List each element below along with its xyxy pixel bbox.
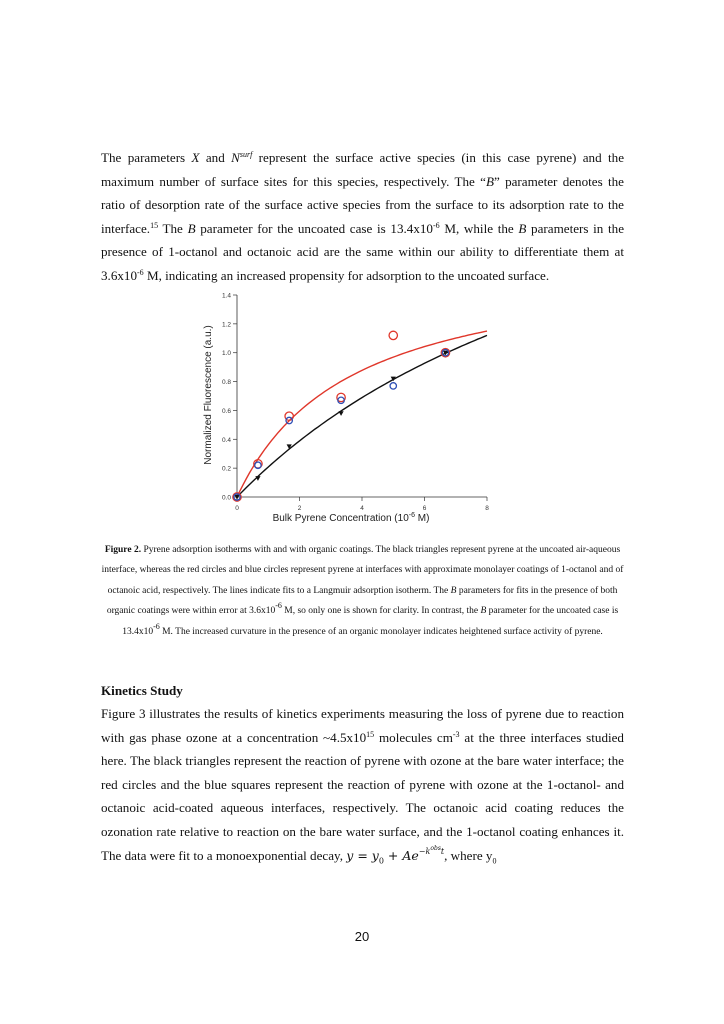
var-b: B: [480, 606, 487, 617]
figure-label: Figure 2.: [104, 545, 142, 555]
var-b: B: [518, 220, 527, 236]
text: Pyrene adsorption isotherms with and with organic coatings. The black triangles represent pyrene at the uncoated air-aqueous interface, whereas the red circles and blue circles represent pyrene at interfaces with approximate monolayer coatings of 1-octanol and of octanoic acid, respectively. The lines indicate fits to a Langmuir adsorption isotherm. The: [101, 545, 624, 596]
fit-curves: [237, 331, 487, 497]
text: ” parameter denotes the ratio of desorption rate of the surface active species from the surface to its adsorption rate to the interface.: [101, 173, 624, 236]
y-tick-label: 1.4: [221, 292, 231, 300]
var-b: B: [187, 220, 196, 236]
text: M. The increased curvature in the presence of an organic monolayer indicates heightened surface activity of pyrene.: [159, 626, 603, 637]
data-points: [233, 331, 450, 501]
decay-equation: [346, 844, 445, 866]
x-tick-label: 4: [360, 505, 364, 512]
figure-2-caption: [101, 540, 624, 642]
text: at the three interfaces studied here. The black triangles represent the reaction of pyrene with ozone at the bare water interface; the red circles and the blue squares represent the reaction of pyrene with ozone at the 1-octanol- and octanoic acid-coated aqueous interfaces, respectively. The octanoic acid coating reduces the ozonation rate relative to reaction on the bare water surface, and the 1-octanol coating enhances it. The data were fit to a monoexponential decay,: [101, 729, 624, 863]
y-tick-label: 0.2: [221, 465, 231, 473]
eq-exponent-obs: obs: [430, 844, 441, 852]
x-axis-label-text: Bulk Pyrene Concentration (10: [272, 513, 409, 524]
var-x: X: [191, 150, 200, 165]
x-axis-label: [273, 512, 430, 524]
adsorption-isotherm-chart: [190, 287, 510, 537]
var-b: B: [485, 173, 494, 189]
x-tick-label: 0: [235, 505, 239, 512]
text: , where y: [444, 847, 493, 863]
fit-line: [237, 335, 487, 497]
text: The parameters: [101, 150, 192, 165]
exponent: -6: [275, 601, 282, 611]
text: The: [158, 220, 188, 236]
exponent: -3: [452, 729, 460, 739]
var-n: N: [231, 150, 240, 165]
text: Figure 3 illustrates the results of kinetics experiments measuring the loss of pyrene due to reaction with gas phase ozone at a concentration ~4.5x10: [101, 706, 624, 745]
var-n-superscript: surf: [239, 150, 253, 159]
fit-line: [237, 331, 487, 497]
exponent: -6: [153, 621, 160, 631]
text: M, so only one is shown for clarity. In contrast, the: [281, 606, 481, 617]
text: molecules cm: [374, 729, 453, 745]
eq-exponent-t: t: [440, 846, 445, 856]
eq-part: + Ae: [383, 847, 419, 863]
text: M, while the: [439, 220, 519, 236]
eq-part: y = y: [346, 847, 379, 863]
section-heading-kinetics: Kinetics Study: [101, 683, 183, 698]
exponent: -6: [137, 267, 144, 277]
triangle-marker: [338, 411, 343, 416]
x-tick-label: 8: [485, 505, 489, 512]
eq-exponent: −k: [418, 846, 431, 856]
text: and: [199, 150, 232, 165]
text: parameter for the uncoated case is 13.4x10: [195, 220, 433, 236]
x-tick-label: 2: [297, 505, 302, 512]
paragraph-langmuir-parameters: [101, 146, 624, 288]
y-tick-label: 1.2: [221, 321, 231, 329]
text: M, indicating an increased propensity for adsorption to the uncoated surface.: [143, 267, 550, 283]
subscript: 0: [492, 856, 497, 866]
exponent: 15: [366, 729, 375, 739]
circle-marker: [389, 331, 397, 339]
x-axis-label-exponent: -6: [408, 512, 415, 519]
x-axis-label-unit: M): [414, 513, 430, 524]
text: parameter for the uncoated case is 13.4x10: [122, 606, 619, 637]
reference-15: 15: [150, 220, 159, 230]
x-tick-label: 6: [422, 505, 427, 512]
exponent: -6: [432, 220, 440, 230]
text: represent the surface active species (in this case pyrene) and the maximum number of surface sites for this species, respectively. The “: [101, 150, 625, 189]
eq-subscript: 0: [378, 856, 384, 866]
page-number: 20: [354, 929, 370, 944]
circle-marker: [390, 383, 396, 389]
text: parameters for fits in the presence of both organic coatings were within error at 3.6x10: [106, 585, 618, 617]
y-axis-label: Normalized Fluorescence (a.u.): [203, 325, 214, 465]
y-tick-label: 0.8: [221, 379, 231, 387]
var-b: B: [450, 585, 457, 596]
y-tick-label: 0.0: [221, 494, 231, 502]
y-tick-label: 0.6: [221, 407, 231, 415]
y-tick-label: 0.4: [221, 436, 231, 444]
y-tick-label: 1.0: [221, 350, 231, 358]
text: parameters in the presence of 1-octanol and octanoic acid are the same within our ability to differentiate them at 3.6x10: [101, 220, 625, 283]
paragraph-kinetics: [101, 702, 624, 873]
